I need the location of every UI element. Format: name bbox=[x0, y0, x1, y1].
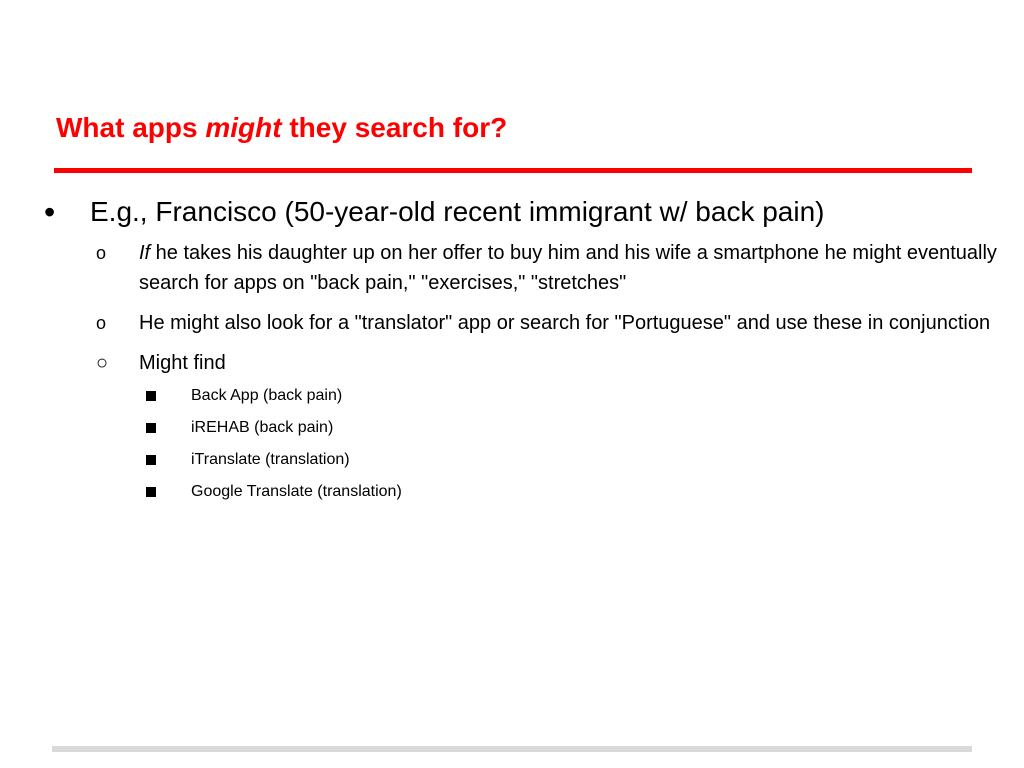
found-app-text: iTranslate (translation) bbox=[191, 451, 350, 468]
sub-bullet-text bbox=[139, 238, 1001, 298]
found-app-item bbox=[146, 412, 1001, 444]
square-bullet-icon bbox=[146, 487, 156, 497]
sub-bullet-body: he takes his daughter up on her offer to buy him and his wife a smartphone he might eventually search for apps on "back pain," "exercises," "stretches" bbox=[139, 242, 997, 294]
hollow-circle-bullet-icon: o bbox=[96, 313, 107, 333]
footer-rule bbox=[52, 746, 972, 752]
found-app-text: iREHAB (back pain) bbox=[191, 419, 334, 436]
square-bullet-icon bbox=[146, 423, 156, 433]
title-part-1: What apps bbox=[56, 112, 206, 143]
found-app-text: Back App (back pain) bbox=[191, 387, 343, 404]
found-apps-list bbox=[146, 380, 1001, 508]
sub-bullet-emphasis: If bbox=[139, 242, 151, 264]
sub-bullet-item bbox=[96, 238, 1001, 298]
sub-bullet-item bbox=[96, 308, 1001, 338]
found-app-item bbox=[146, 444, 1001, 476]
found-app-item bbox=[146, 476, 1001, 508]
sub-bullet-list bbox=[96, 238, 1001, 508]
sub-bullet-text: Might find bbox=[139, 352, 226, 374]
found-app-item bbox=[146, 380, 1001, 412]
bullet-dot-icon: • bbox=[44, 194, 56, 230]
main-bullet-text: E.g., Francisco (50-year-old recent immigrant w/ back pain) bbox=[90, 196, 825, 227]
square-bullet-icon bbox=[146, 455, 156, 465]
square-bullet-icon bbox=[146, 391, 156, 401]
found-app-text: Google Translate (translation) bbox=[191, 483, 402, 500]
title-part-2: they search for? bbox=[281, 112, 508, 143]
hollow-circle-bullet-icon: ○ bbox=[96, 352, 109, 374]
hollow-circle-bullet-icon: o bbox=[96, 243, 107, 263]
title-emphasis: might bbox=[205, 112, 282, 143]
slide-title bbox=[56, 108, 507, 148]
sub-bullet-item bbox=[96, 348, 1001, 378]
title-underline-rule bbox=[54, 168, 972, 173]
sub-bullet-text: He might also look for a "translator" app or search for "Portuguese" and use these in conjunction bbox=[139, 312, 991, 334]
